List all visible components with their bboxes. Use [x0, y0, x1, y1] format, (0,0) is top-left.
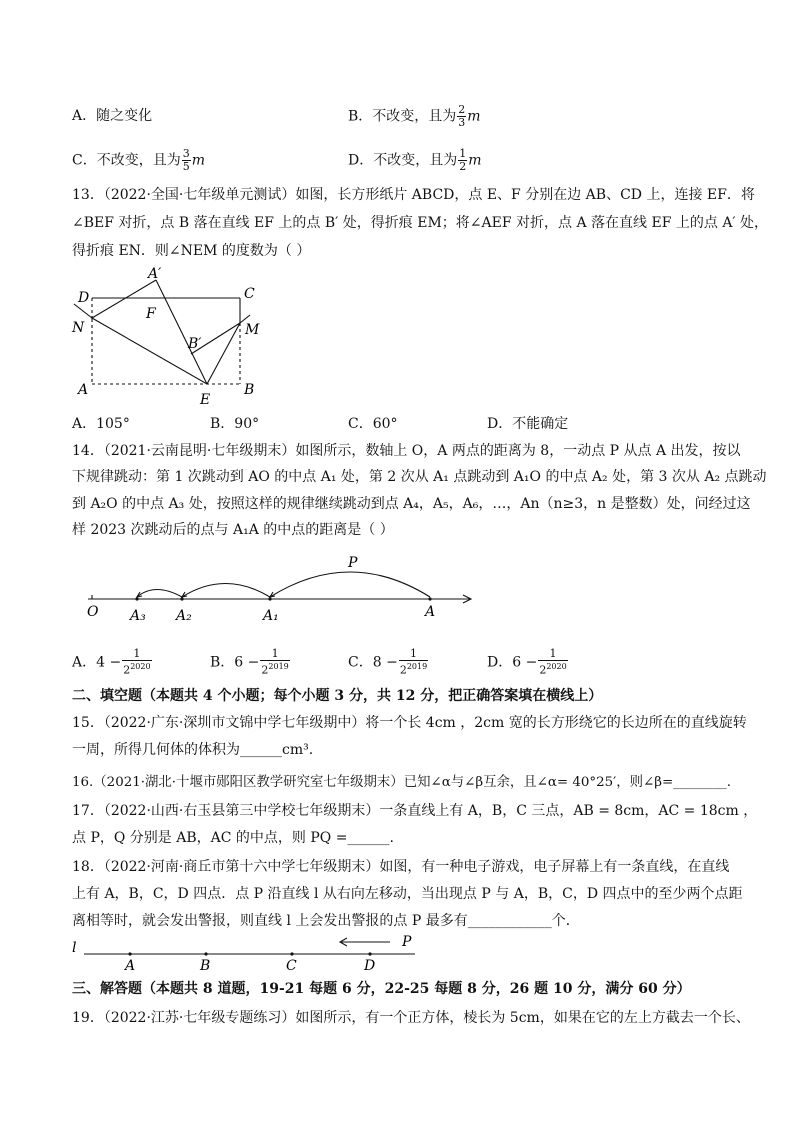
q17-line2: 点 P，Q 分别是 AB，AC 的中点，则 PQ =______.	[72, 830, 394, 846]
q14-option-d: D．6 − $\frac{1}{2^{2020}}$	[487, 647, 567, 677]
q14-label-a1: A₁	[263, 608, 279, 624]
q14-option-b: B．6 − $\frac{1}{2^{2019}}$	[210, 647, 289, 677]
q13-label-f: F	[146, 306, 156, 322]
q14-label-o: O	[87, 604, 99, 620]
q13-line3: 得折痕 EN．则∠NEM 的度数为（ ）	[72, 243, 311, 259]
q13-label-b: B	[244, 382, 255, 398]
q13-label-n: N	[72, 320, 85, 336]
q12-option-b: B．不改变，且为 $\frac{2}{3}$ m	[348, 103, 481, 129]
q13-label-d: D	[78, 290, 90, 306]
q13-option-d: D．不能确定	[487, 416, 569, 432]
q18-label-a: A	[125, 958, 136, 974]
q13-option-b: B．90°	[210, 416, 260, 432]
q15-line2: 一周，所得几何体的体积为______cm³.	[72, 742, 314, 758]
q16-text: 16.（2021·湖北·十堰市郧阳区教学研究室七年级期末）已知∠α与∠β互余，且∠α= 40°25′，则∠β=________.	[72, 775, 731, 790]
q13-label-m: M	[245, 322, 260, 338]
q18-label-l: l	[72, 940, 77, 956]
q18-line2: 上有 A，B，C，D 四点．点 P 沿直线 l 从右向左移动，当出现点 P 与 A，B，C，D 四点中的至少两个点距	[72, 886, 743, 902]
q12-option-a: A．随之变化	[72, 108, 153, 124]
q18-label-d: D	[364, 958, 376, 974]
q18-line-figure	[70, 932, 430, 974]
q14-line4: 样 2023 次跳动后的点与 A₁A 的中点的距离是（ ）	[72, 522, 394, 538]
q18-label-p: P	[402, 934, 412, 950]
q14-label-a2: A₂	[176, 608, 192, 624]
q14-label-a: A	[425, 604, 436, 620]
q13-line1: 13．（2022·全国·七年级单元测试）如图，长方形纸片 ABCD，点 E、F 分别在边 AB、CD 上，连接 EF．将	[72, 187, 755, 203]
q14-option-a: A．4 − $\frac{1}{2^{2020}}$	[72, 647, 151, 677]
q13-option-a: A．105°	[72, 416, 130, 432]
q18-line3: 离相等时，就会发出警报，则直线 l 上会发出警报的点 P 最多有____________个．	[72, 913, 580, 929]
q14-line1: 14．（2021·云南昆明·七年级期末）如图所示，数轴上 O，A 两点的距离为 8，一动点 P 从点 A 出发，按以	[72, 443, 741, 459]
q14-line3: 到 A₂O 的中点 A₃ 处，按照这样的规律继续跳动到点 A₄，A₅，A₆，…，An（n≥3，n 是整数）处，问经过这	[72, 496, 751, 512]
q14-number-line	[80, 552, 480, 627]
q14-label-a3: A₃	[130, 608, 146, 624]
q18-label-c: C	[286, 958, 297, 974]
q18-label-b: B	[200, 958, 211, 974]
q13-option-c: C．60°	[348, 416, 398, 432]
q14-label-p: P	[348, 555, 358, 571]
q14-option-c: C．8 − $\frac{1}{2^{2019}}$	[348, 647, 428, 677]
q13-line2: ∠BEF 对折，点 B 落在直线 EF 上的点 B′ 处，得折痕 EM；将∠AEF 对折，点 A 落在直线 EF 上的点 A′ 处，	[72, 215, 769, 231]
q18-line1: 18．（2022·河南·商丘市第十六中学七年级期末）如图，有一种电子游戏，电子屏幕上有一条直线，在直线	[72, 859, 730, 875]
q15-line1: 15．（2022·广东·深圳市文锦中学七年级期中）将一个长 4cm ，2cm 宽的长方形绕它的长边所在的直线旋转	[72, 715, 747, 731]
q12-option-c: C．不改变，且为 $\frac{3}{5}$ m	[72, 147, 205, 173]
q13-label-a-prime: A′	[148, 266, 162, 282]
q19-text: 19．（2022·江苏·七年级专题练习）如图所示，有一个正方体，棱长为 5cm，如果在它的左上方截去一个长、	[72, 1010, 750, 1026]
section-2-heading: 二、填空题（本题共 4 个小题；每个小题 3 分，共 12 分，把正确答案填在横线上）	[72, 688, 603, 704]
q14-line2: 下规律跳动：第 1 次跳动到 AO 的中点 A₁ 处，第 2 次从 A₁ 点跳动到 A₁O 的中点 A₂ 处，第 3 次从 A₂ 点跳动	[72, 469, 767, 485]
q12-option-d: D．不改变，且为 $\frac{1}{2}$ m	[348, 147, 482, 173]
q13-label-a: A	[78, 382, 89, 398]
q17-line1: 17．（2022·山西·右玉县第三中学校七年级期末）一条直线上有 A，B，C 三点，AB = 8cm，AC = 18cm ，	[72, 803, 758, 819]
q13-label-e: E	[200, 392, 211, 408]
q13-figure	[70, 262, 280, 412]
section-3-heading: 三、解答题（本题共 8 道题，19-21 每题 6 分，22-25 每题 8 分，26 题 10 分，满分 60 分）	[72, 981, 691, 997]
q13-label-c: C	[244, 286, 255, 302]
q13-label-b-prime: B′	[188, 336, 202, 352]
